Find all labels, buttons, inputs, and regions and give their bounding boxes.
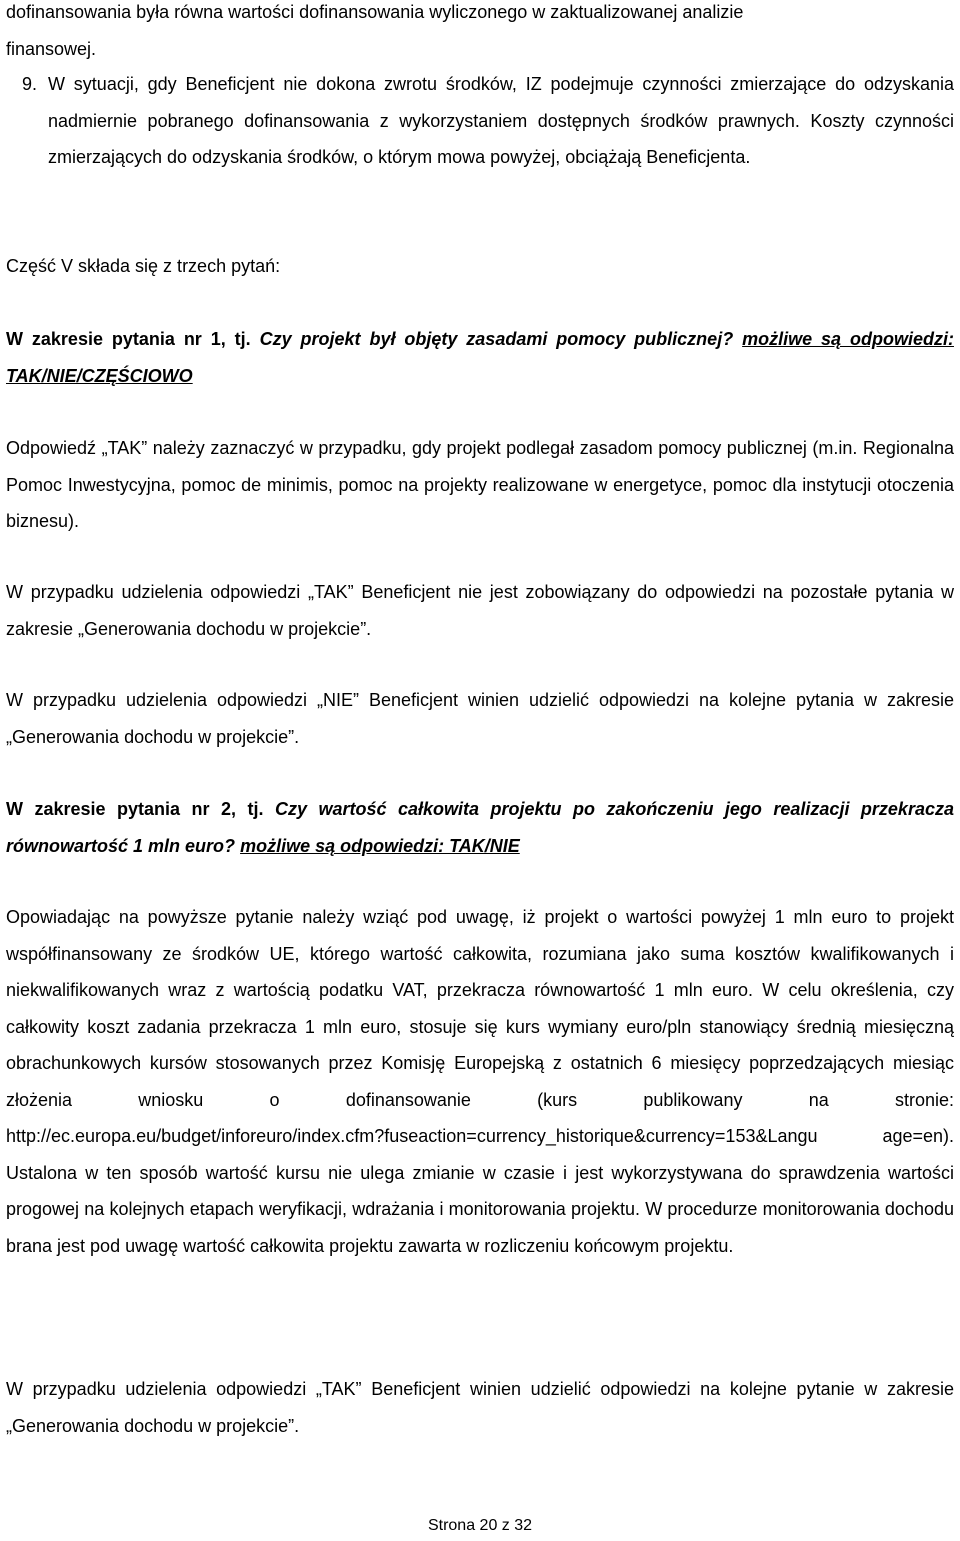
tak-definition-paragraph: Odpowiedź „TAK” należy zaznaczyć w przypadku, gdy projekt podlegał zasadom pomocy publicznej (m.in. Regionalna Pomoc Inwestycyjna, pomoc de minimis, pomoc na projekty realizowane w energetyce, pomoc dla instytucji otoczenia biznesu). (6, 438, 954, 531)
item-9-text: W sytuacji, gdy Beneficjent nie dokona zwrotu środków, IZ podejmuje czynności zmierzające do odzyskania nadmiernie pobranego dofinansowania z wykorzystaniem dostępnych środków prawnych. Koszty czynności zmierzających do odzyskania środków, o którym mowa powyżej, obciążają Beneficjenta. (48, 74, 954, 167)
question-2-explanation (6, 899, 954, 1264)
question-2-explanation-part-2: age=en). Ustalona w ten sposób wartość kursu nie ulega zmianie w czasie i jest wykorzystywana do sprawdzenia wartości progowej na kolejnych etapach weryfikacji, wdrażania i monitorowania projektu. W procedurze monitorowania dochodu brana jest pod uwagę wartość całkowita projektu zawarta w rozliczeniu końcowym projektu. (6, 1126, 954, 1256)
continuation-line-2: finansowej. (6, 38, 97, 59)
question-1-text: Czy projekt był objęty zasadami pomocy publicznej? (259, 329, 734, 349)
question-1-prefix: W zakresie pytania nr 1, tj. (6, 329, 251, 349)
question-2-prefix: W zakresie pytania nr 2, tj. (6, 799, 264, 819)
question-2-heading (6, 791, 954, 864)
question-2-text: Czy wartość całkowita projektu po zakończeniu jego realizacji przekracza równowartość 1 mln euro? (6, 799, 954, 856)
nie-instruction-paragraph: W przypadku udzielenia odpowiedzi „NIE” Beneficjent winien udzielić odpowiedzi na kolejne pytania w zakresie „Generowania dochodu w projekcie”. (6, 690, 954, 747)
question-2-explanation-part-1: Opowiadając na powyższe pytanie należy wziąć pod uwagę, iż projekt o wartości powyżej 1 mln euro to projekt współfinansowany ze środków UE, którego wartość całkowita, rozumiana jako suma kosztów kwalifikowanych i niekwalifikowanych wraz z wartością podatku VAT, przekracza równowartość 1 mln euro. W celu określenia, czy całkowity koszt zadania przekracza 1 mln euro, stosuje się kurs wymiany euro/pln stanowiący średnią miesięczną obrachunkowych kursów stosowanych przez Komisję Europejską z ostatnich 6 miesięcy poprzedzających miesiąc złożenia wniosku o dofinansowanie (kurs publikowany na stronie: (6, 907, 954, 1110)
tak-instruction-paragraph: W przypadku udzielenia odpowiedzi „TAK” Beneficjent nie jest zobowiązany do odpowiedzi na pozostałe pytania w zakresie „Generowania dochodu w projekcie”. (6, 582, 954, 639)
continuation-paragraph (6, 0, 954, 67)
question-1-answers: możliwe są odpowiedzi: TAK/NIE/CZĘŚCIOWO (6, 329, 954, 386)
question-1-heading (6, 321, 954, 394)
question-2-answers: możliwe są odpowiedzi: TAK/NIE (240, 835, 520, 856)
tak-next-question-paragraph: W przypadku udzielenia odpowiedzi „TAK” Beneficjent winien udzielić odpowiedzi na kolejne pytanie w zakresie „Generowania dochodu w projekcie”. (6, 1379, 954, 1436)
inforeuro-url: http://ec.europa.eu/budget/inforeuro/index.cfm?fuseaction=currency_historique&currency=153&Langu (6, 1126, 818, 1146)
item-9-number: 9. (22, 74, 38, 94)
page-number-footer: Strona 20 z 32 (427, 1517, 533, 1534)
continuation-line-1: dofinansowania była równa wartości dofinansowania wyliczonego w zaktualizowanej analizie (6, 2, 744, 22)
part-v-intro: Część V składa się z trzech pytań: (6, 256, 281, 276)
